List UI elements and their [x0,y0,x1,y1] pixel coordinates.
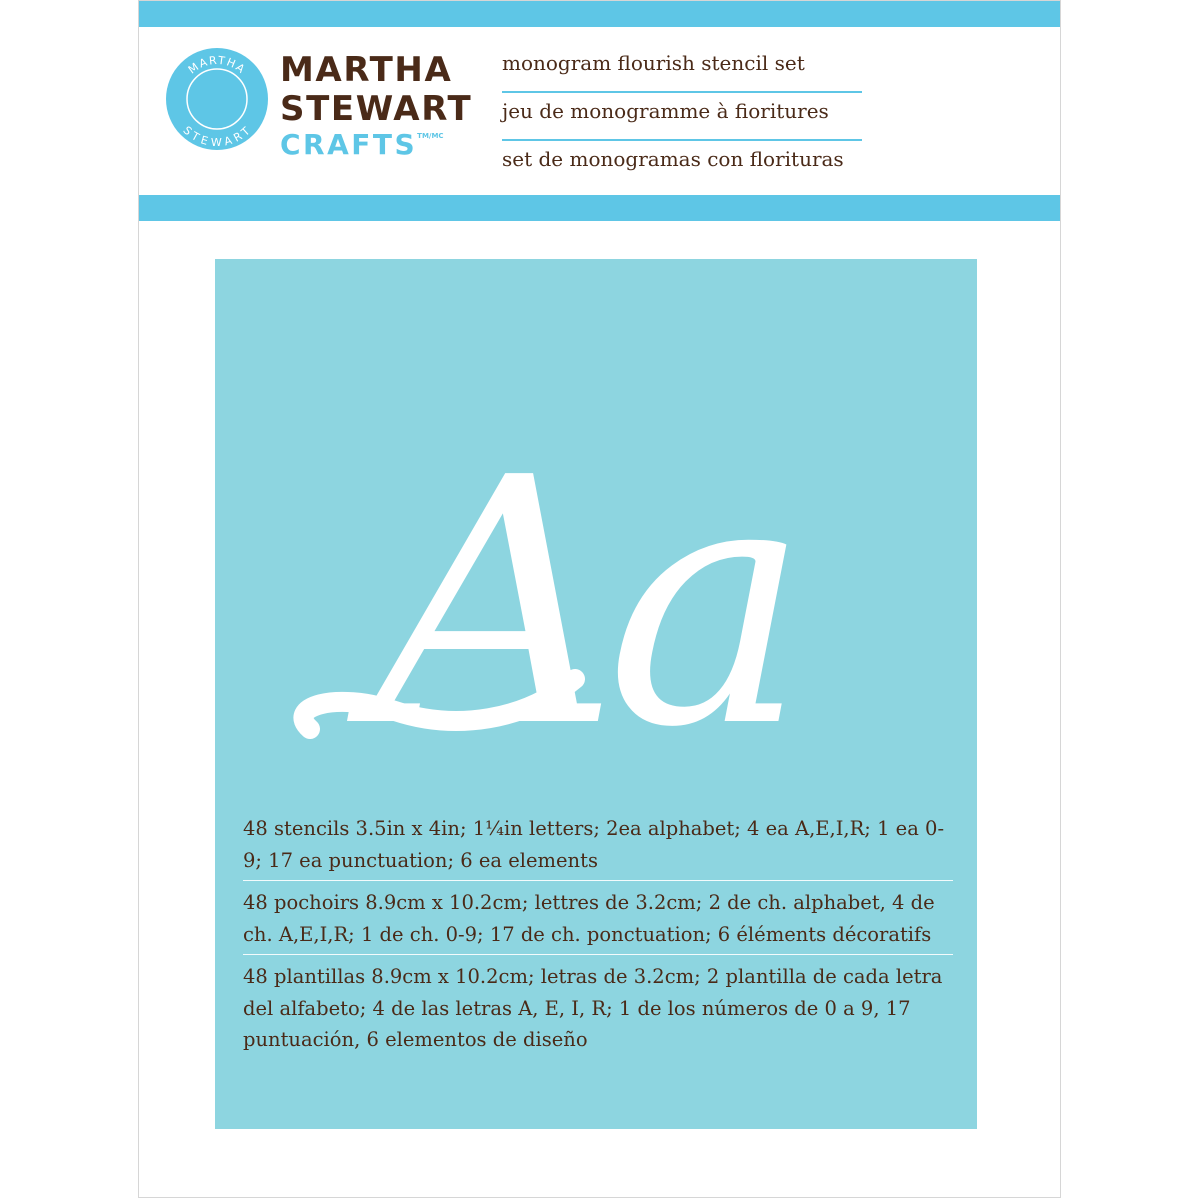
stencil-panel [215,259,977,1129]
sample-letters: Aa [372,406,798,802]
header-band-top [139,1,1060,27]
product-names [502,45,862,189]
trademark-mark: TM/MC [417,132,444,140]
description-english: 48 stencils 3.5in x 4in; 1¼in letters; 2ea alphabet; 4 ea A,E,I,R; 1 ea 0-9; 17 ea punctuation; 6 ea elements [243,807,953,881]
description-french: 48 pochoirs 8.9cm x 10.2cm; lettres de 3.2cm; 2 de ch. alphabet, 4 de ch. A,E,I,R; 1 de ch. 0-9; 17 de ch. ponctuation; 6 éléments décoratifs [243,881,953,955]
seal-text-top: MARTHA [185,53,249,77]
description-spanish: 48 plantillas 8.9cm x 10.2cm; letras de 3.2cm; 2 plantilla de cada letra del alfabeto; 4 de las letras A, E, I, R; 1 de los números de 0 a 9, 17 puntuación, 6 elementos de diseño [243,965,943,1051]
product-name-french: jeu de monogramme à fioritures [502,93,862,141]
stencil-descriptions [243,807,953,1060]
product-name-spanish: set de monogramas con florituras [502,147,844,171]
brand-wordmark [280,50,473,161]
martha-stewart-seal-logo [165,47,269,155]
header-band-bottom [139,195,1060,221]
brand-line-stewart: STEWART [280,89,473,129]
brand-line-crafts [280,128,472,161]
seal-text-bottom: STEWART [180,123,254,150]
product-card [138,0,1061,1198]
sample-letters-graphic [215,259,977,819]
brand-line-martha: MARTHA [280,50,453,90]
product-name-english: monogram flourish stencil set [502,45,862,93]
brand-crafts-text: CRAFTS [280,128,418,161]
